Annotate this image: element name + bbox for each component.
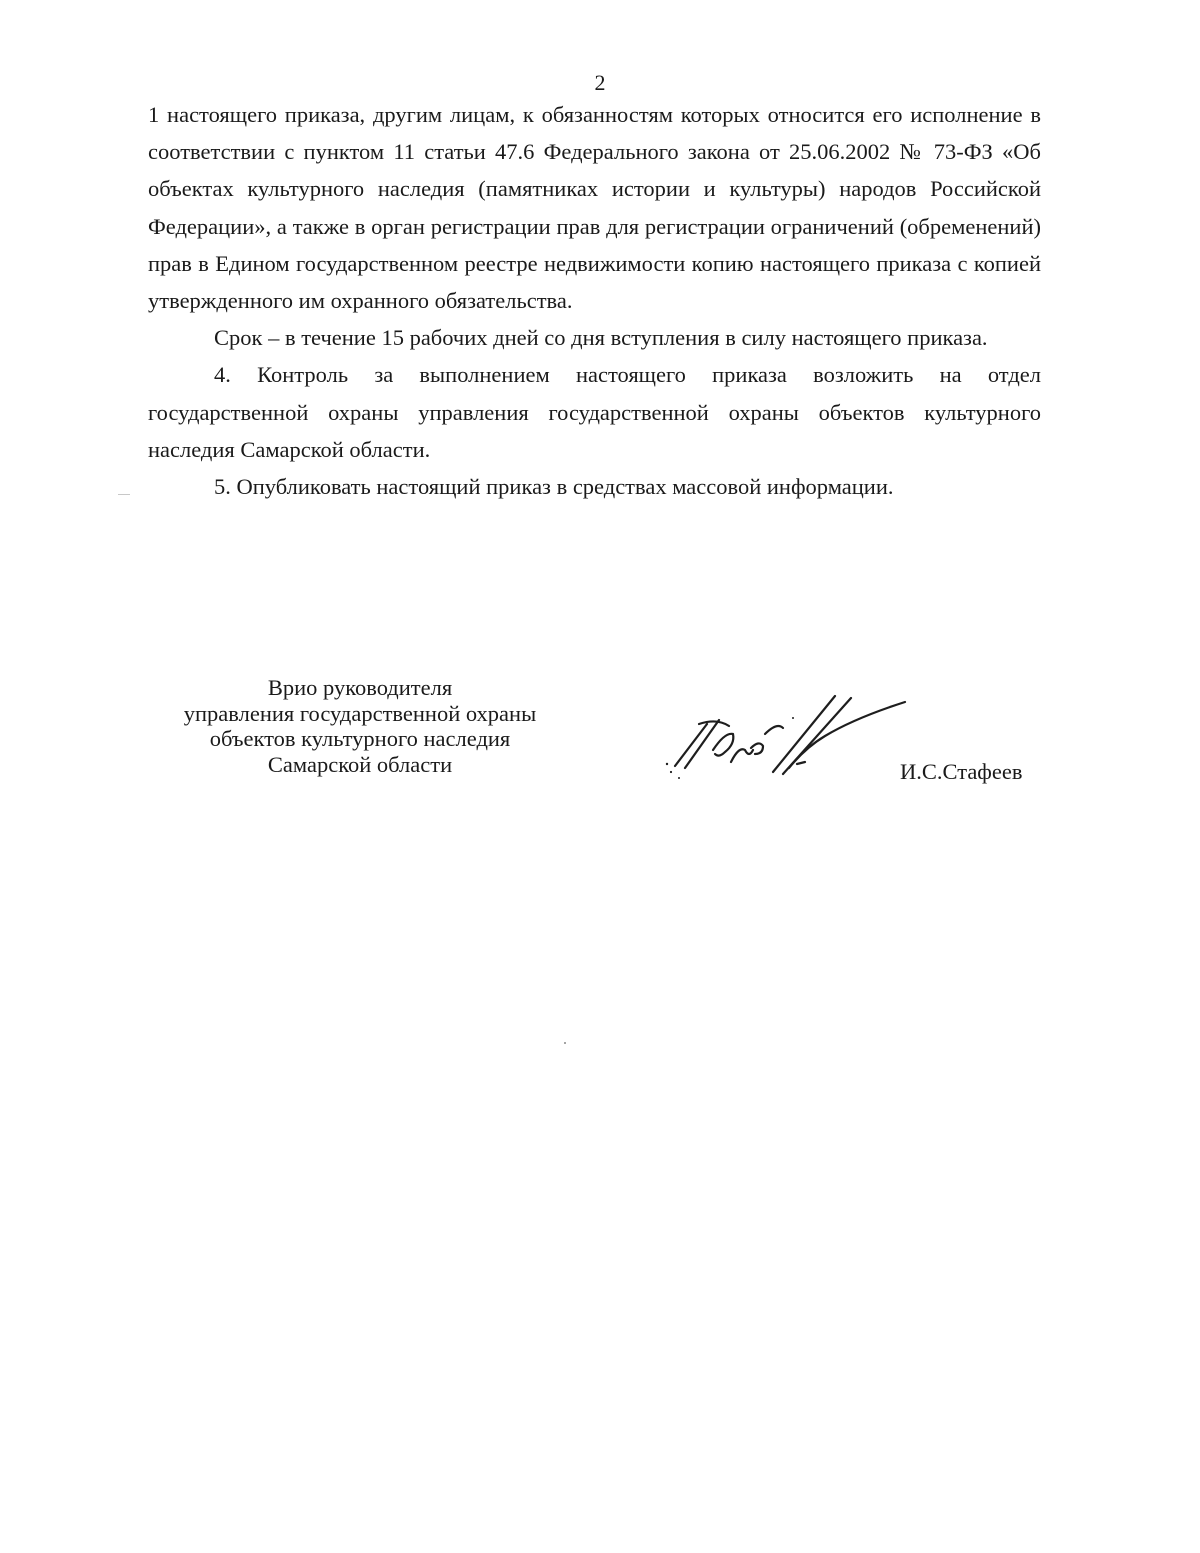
paragraph-item-5: 5. Опубликовать настоящий приказ в средствах массовой информации. bbox=[214, 474, 894, 500]
signer-name: И.С.Стафеев bbox=[900, 759, 1023, 784]
position-line: управления государственной охраны bbox=[183, 700, 537, 726]
position-line: Самарской области bbox=[267, 751, 453, 777]
signatory-position bbox=[150, 675, 570, 777]
handwritten-signature bbox=[655, 688, 910, 788]
document-body bbox=[148, 96, 1041, 505]
paragraph-deadline: Срок – в течение 15 рабочих дней со дня вступления в силу настоящего приказа. bbox=[214, 325, 988, 351]
scan-artifact-dot bbox=[564, 1042, 566, 1044]
page-number: 2 bbox=[594, 70, 606, 95]
position-line: объектов культурного наследия bbox=[209, 726, 511, 751]
scan-margin-mark bbox=[118, 494, 130, 495]
paragraph-item-4: 4. Контроль за выполнением настоящего приказа возложить на отдел государственной охраны управления государственной охраны объектов культурного наследия Самарской области. bbox=[148, 362, 1041, 462]
paragraph-continuation: 1 настоящего приказа, другим лицам, к обязанностям которых относится его исполнение в соответствии с пунктом 11 статьи 47.6 Федерального закона от 25.06.2002 № 73-ФЗ «Об объектах культурного наследия (памятниках истории и культуры) народов Российской Федерации», а также в орган регистрации прав для регистрации ограничений (обременений) прав в Едином государственном реестре недвижимости копию настоящего приказа с копией утвержденного им охранного обязательства. bbox=[148, 102, 1041, 314]
position-line: Врио руководителя bbox=[267, 675, 453, 700]
